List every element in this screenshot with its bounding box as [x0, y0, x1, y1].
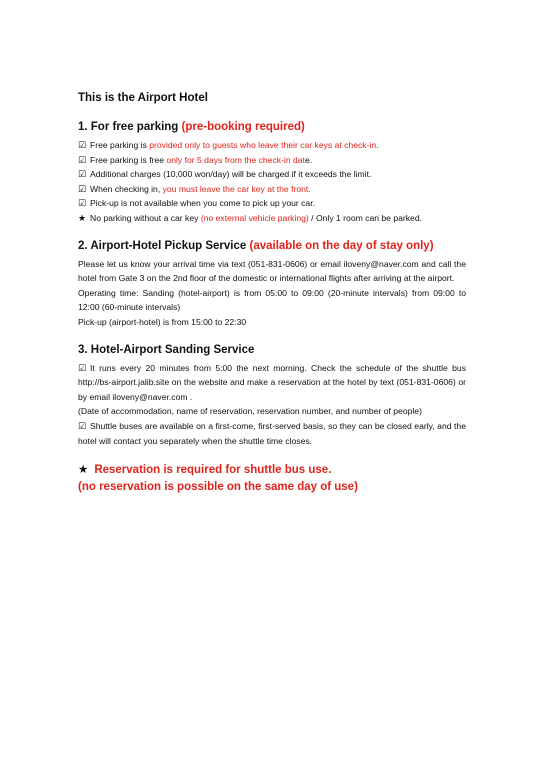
notice-line: ★ Reservation is required for shuttle bus use.: [78, 464, 332, 477]
list-item: ☑ Additional charges (10,000 won/day) will be charged if it exceeds the limit.: [78, 167, 466, 182]
list-item: ★ No parking without a car key (no external vehicle parking) / Only 1 room can be parked.: [78, 211, 466, 226]
paragraph: ☑ It runs every 20 minutes from 5:00 the next morning. Check the schedule of the shuttle bus http://bs-airport.jalib.site on the website and make a reservation at the hotel by text (051-831-0606) or by email iloveny@naver.com .: [78, 362, 466, 402]
document-title: This is the Airport Hotel: [78, 92, 208, 104]
checkbox-icon: ☑: [78, 198, 87, 209]
checkbox-icon: ☑: [78, 362, 87, 373]
checkbox-icon: ☑: [78, 154, 87, 165]
section-free-parking: [78, 120, 466, 226]
checkbox-icon: ☑: [78, 140, 87, 150]
paragraph: ☑ Shuttle buses are available on a first-come, first-served basis, so they can be closed early, and the hotel will contact you separately when the shuttle time closes.: [78, 420, 466, 446]
checkbox-icon: ☑: [78, 169, 87, 180]
section-pickup-service: [78, 239, 466, 330]
paragraph: (Date of accommodation, name of reservation, reservation number, and number of people): [78, 406, 422, 417]
list-item: ☑ Pick-up is not available when you come to pick up your car.: [78, 196, 466, 211]
checkbox-icon: ☑: [78, 183, 87, 194]
document-body: [78, 91, 466, 496]
section-heading: 2. Airport-Hotel Pickup Service (available on the day of stay only): [78, 239, 434, 252]
checkbox-icon: ☑: [78, 420, 87, 431]
notice-line: (no reservation is possible on the same day of use): [78, 481, 358, 494]
list-item: ☑ Free parking is provided only to guests who leave their car keys at check-in.: [78, 138, 466, 153]
star-icon: ★: [78, 464, 89, 477]
paragraph: Operating time: Sanding (hotel-airport) is from 05:00 to 09:00 (20-minute intervals) from 09:00 to 12:00 (60-minute intervals): [78, 287, 466, 313]
section-heading: 3. Hotel-Airport Sanding Service: [78, 343, 255, 356]
paragraph: Please let us know your arrival time via text (051-831-0606) or email iloveny@naver.com and call the hotel from Gate 3 on the 2nd floor of the domestic or international flights after arriving at the airport.: [78, 258, 466, 284]
paragraph: Pick-up (airport-hotel) is from 15:00 to 22:30: [78, 316, 247, 327]
reservation-notice: [78, 462, 466, 496]
section-heading: 1. For free parking (pre-booking required): [78, 121, 305, 133]
list-item: ☑ When checking in, you must leave the car key at the front.: [78, 182, 466, 197]
star-icon: ★: [78, 212, 87, 223]
section-sanding-service: [78, 343, 466, 449]
list-item: ☑ Free parking is free only for 5 days from the check-in date.: [78, 153, 466, 168]
